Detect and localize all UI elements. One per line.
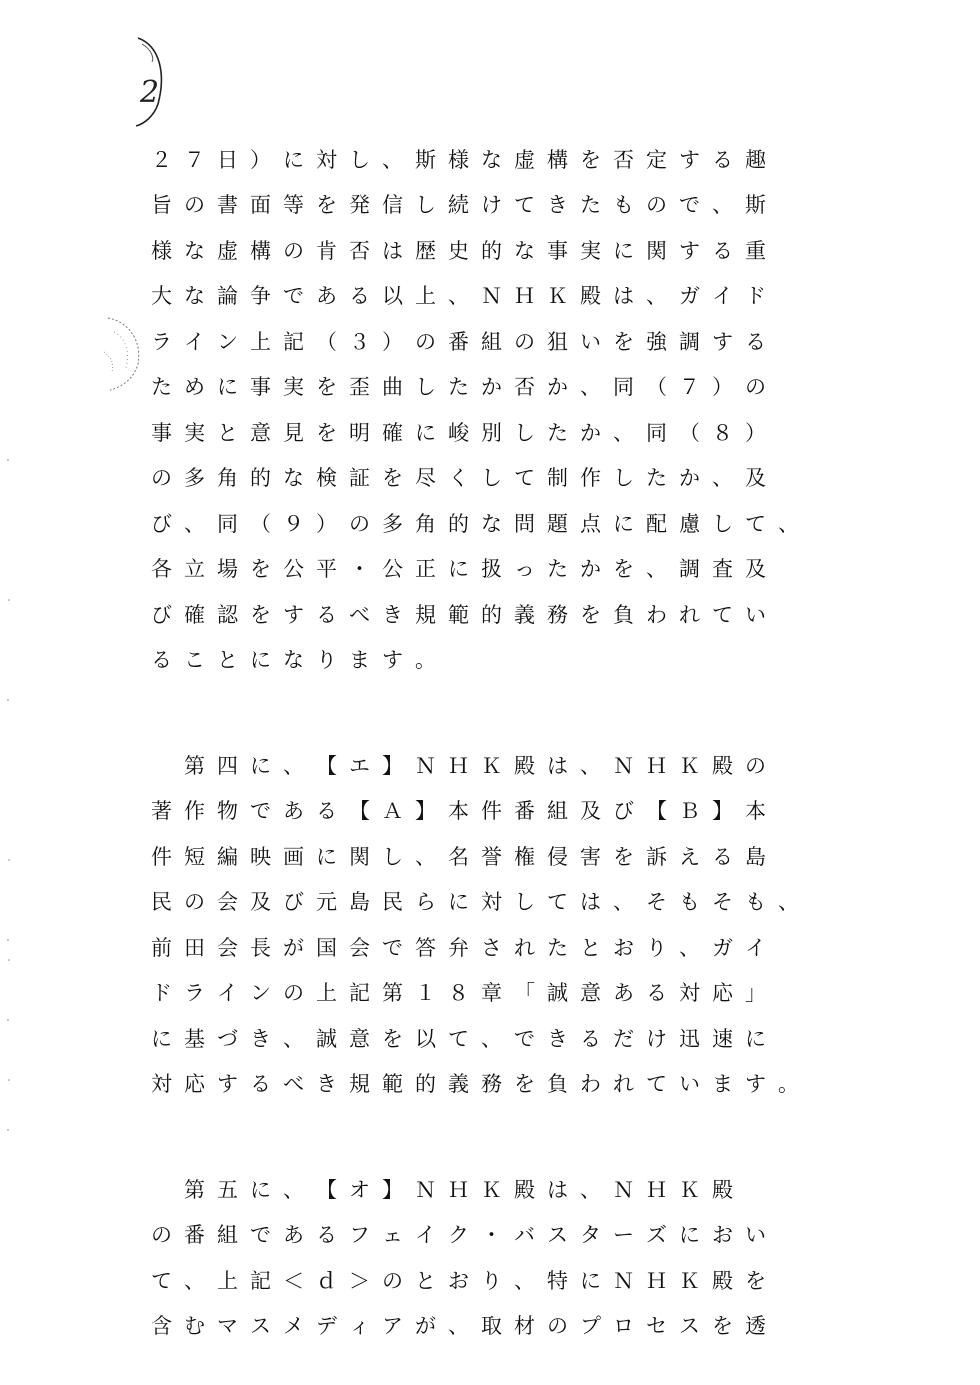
text-line: び 、 同 （ ９ ） の 多 角 的 な 問 題 点 に 配 慮 し て 、 xyxy=(151,511,799,536)
text-line: 第 五 に 、 【 オ 】 Ｎ Ｈ Ｋ 殿 は 、 Ｎ Ｈ Ｋ 殿 xyxy=(184,1177,733,1202)
seal-stamp-trace xyxy=(100,312,148,392)
text-line: 著 作 物 で あ る 【 Ａ 】 本 件 番 組 及 び 【 Ｂ 】 本 xyxy=(151,799,766,824)
text-line: の 多 角 的 な 検 証 を 尽 く し て 制 作 し た か 、 及 xyxy=(151,466,766,491)
page-number: 2 xyxy=(140,75,160,110)
text-line: る こ と に な り ま す 。 xyxy=(151,648,436,673)
paragraph xyxy=(145,742,865,1106)
scan-edge-specks xyxy=(4,440,16,1140)
text-line: 各 立 場 を 公 平 ・ 公 正 に 扱 っ た か を 、 調 査 及 xyxy=(151,557,766,582)
body-text xyxy=(145,136,865,1348)
text-line: 件 短 編 映 画 に 関 し 、 名 誉 権 侵 害 を 訴 え る 島 xyxy=(151,844,766,869)
text-line: 民 の 会 及 び 元 島 民 ら に 対 し て は 、 そ も そ も 、 xyxy=(151,890,799,915)
text-line: て 、 上 記 ＜ ｄ ＞ の と お り 、 特 に Ｎ Ｈ Ｋ 殿 を xyxy=(151,1268,766,1293)
text-line: 旨 の 書 面 等 を 発 信 し 続 け て き た も の で 、 斯 xyxy=(151,193,766,218)
text-line: ド ラ イ ン の 上 記 第 １ ８ 章 「 誠 意 あ る 対 応 」 xyxy=(151,981,766,1006)
text-line: の 番 組 で あ る フ ェ イ ク ・ バ ス タ ー ズ に お い xyxy=(151,1223,766,1248)
page-number-mark xyxy=(118,34,178,129)
text-line: 含 む マ ス メ デ ィ ア が 、 取 材 の プ ロ セ ス を 透 xyxy=(151,1314,766,1339)
text-line: に 基 づ き 、 誠 意 を 以 て 、 で き る だ け 迅 速 に xyxy=(151,1026,766,1051)
text-line: 事 実 と 意 見 を 明 確 に 峻 別 し た か 、 同 （ ８ ） xyxy=(151,420,766,445)
text-line: 大 な 論 争 で あ る 以 上 、 Ｎ Ｈ Ｋ 殿 は 、 ガ イ ド xyxy=(151,284,766,309)
paragraph xyxy=(145,1166,865,1348)
text-line: ラ イ ン 上 記 （ ３ ） の 番 組 の 狙 い を 強 調 す る xyxy=(151,329,766,354)
text-line: び 確 認 を す る べ き 規 範 的 義 務 を 負 わ れ て い xyxy=(151,602,766,627)
text-line: た め に 事 実 を 歪 曲 し た か 否 か 、 同 （ ７ ） の xyxy=(151,375,766,400)
paragraph xyxy=(145,136,865,682)
text-line: 様 な 虚 構 の 肯 否 は 歴 史 的 な 事 実 に 関 す る 重 xyxy=(151,238,766,263)
text-line: 対 応 す る べ き 規 範 的 義 務 を 負 わ れ て い ま す 。 xyxy=(151,1072,799,1097)
text-line: 前 田 会 長 が 国 会 で 答 弁 さ れ た と お り 、 ガ イ xyxy=(151,935,766,960)
text-line: ２ ７ 日 ） に 対 し 、 斯 様 な 虚 構 を 否 定 す る 趣 xyxy=(151,147,766,172)
text-line: 第 四 に 、 【 エ 】 Ｎ Ｈ Ｋ 殿 は 、 Ｎ Ｈ Ｋ 殿 の xyxy=(184,753,766,778)
